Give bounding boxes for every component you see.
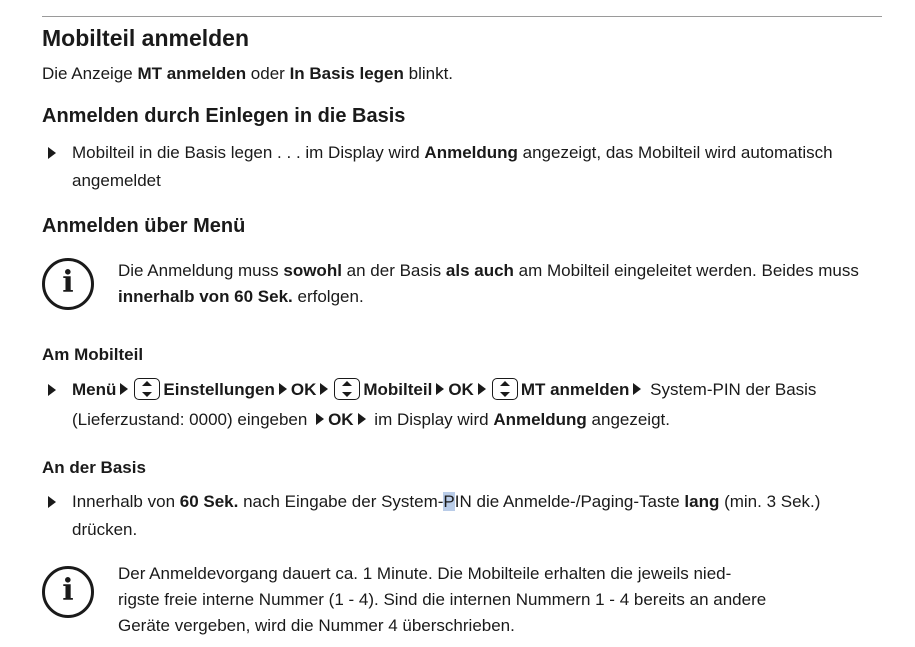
arrow-icon xyxy=(316,413,324,425)
arrow-icon xyxy=(358,413,366,425)
subsection-title-base: Anmelden durch Einlegen in die Basis xyxy=(42,105,406,127)
step-arrow-icon xyxy=(48,496,56,508)
info-note-duration: Der Anmeldevorgang dauert ca. 1 Minute. Die Mobilteile erhalten die jeweils nied- rigste freie interne Nummer (1 - 4). Sind die internen Nummern 1 - 4 bereits an andere Geräte vergeben, wird die Nummer 4 überschrieben. xyxy=(118,564,767,635)
intro-paragraph: Die Anzeige MT anmelden oder In Basis legen blinkt. xyxy=(42,64,454,83)
step-arrow-icon xyxy=(48,384,56,396)
subsection-title-menu: Anmelden über Menü xyxy=(42,215,246,237)
info-icon: i xyxy=(42,258,94,310)
arrow-icon xyxy=(320,383,328,395)
nav-key-icon xyxy=(334,378,360,400)
nav-key-icon xyxy=(492,378,518,400)
heading-base: An der Basis xyxy=(42,458,146,477)
step-handset-menu: Menü Einstellungen OK Mobilteil OK MT anmelden System-PIN der Basis (Lieferzustand: 0000) eingeben OK im Display wird Anmeldung angezeigt. xyxy=(42,375,872,435)
top-divider xyxy=(42,16,882,17)
nav-key-icon xyxy=(134,378,160,400)
info-icon: i xyxy=(42,566,94,618)
step-arrow-icon xyxy=(48,147,56,159)
info-note-timing: Die Anmeldung muss sowohl an der Basis als auch am Mobilteil eingeleitet werden. Beides muss innerhalb von 60 Sek. erfolgen. xyxy=(118,261,859,306)
step-insert-in-base: Mobilteil in die Basis legen . . . im Display wird Anmeldung angezeigt, das Mobilteil wird automatisch angemeldet xyxy=(42,139,872,195)
arrow-icon xyxy=(436,383,444,395)
arrow-icon xyxy=(279,383,287,395)
section-title: Mobilteil anmelden xyxy=(42,25,250,51)
step-base-key: Innerhalb von 60 Sek. nach Eingabe der System-PIN die Anmelde-/Paging-Taste lang (min. 3 Sek.) drücken. xyxy=(42,488,872,544)
arrow-icon xyxy=(633,383,641,395)
arrow-icon xyxy=(120,383,128,395)
heading-handset: Am Mobilteil xyxy=(42,345,144,364)
arrow-icon xyxy=(478,383,486,395)
